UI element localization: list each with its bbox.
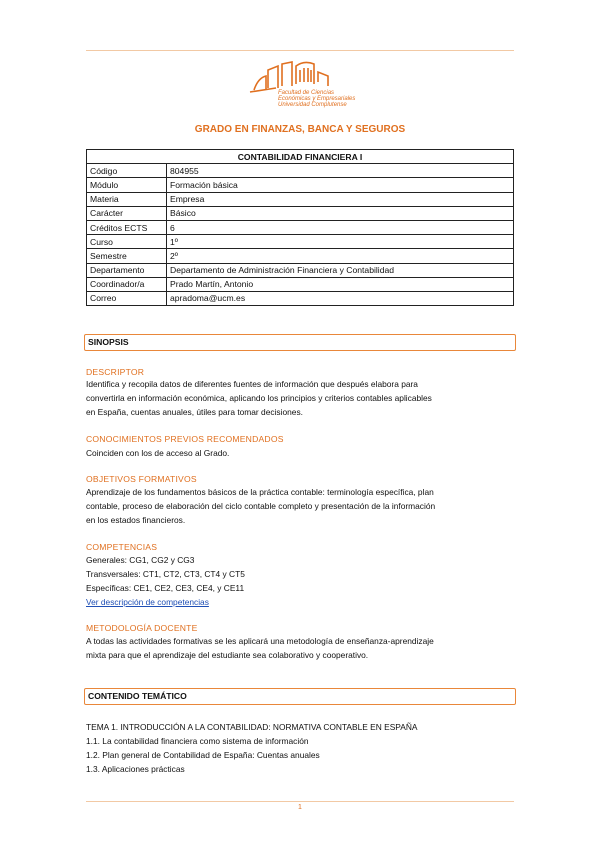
competencias-line: Generales: CG1, CG2 y CG3 — [86, 555, 195, 565]
tema-item: 1.3. Aplicaciones prácticas — [86, 764, 185, 774]
row-value: Básico — [167, 206, 514, 220]
row-value: 1º — [167, 235, 514, 249]
metodologia-heading: METODOLOGÍA DOCENTE — [86, 623, 198, 633]
descriptor-line: en España, cuentas anuales, útiles para tomar decisiones. — [86, 407, 303, 417]
section-contenido: CONTENIDO TEMÁTICO — [84, 688, 516, 705]
table-heading-row — [87, 150, 514, 164]
table-row — [87, 291, 514, 305]
tema-title: TEMA 1. INTRODUCCIÓN A LA CONTABILIDAD: NORMATIVA CONTABLE EN ESPAÑA — [86, 722, 418, 732]
table-row — [87, 263, 514, 277]
table-row — [87, 178, 514, 192]
table-row — [87, 220, 514, 234]
footer-rule — [86, 801, 514, 802]
competencias-heading: COMPETENCIAS — [86, 542, 158, 552]
row-value: 804955 — [167, 164, 514, 178]
row-value: apradoma@ucm.es — [167, 291, 514, 305]
header-rule — [86, 50, 514, 51]
row-label: Módulo — [87, 178, 167, 192]
row-label: Carácter — [87, 206, 167, 220]
row-value: 2º — [167, 249, 514, 263]
tema-item: 1.1. La contabilidad financiera como sistema de información — [86, 736, 309, 746]
descriptor-heading: DESCRIPTOR — [86, 367, 145, 377]
objetivos-text — [86, 485, 514, 527]
logo-text-line-3: Universidad Complutense — [278, 102, 347, 108]
descriptor-line: Identifica y recopila datos de diferentes fuentes de información que después elabora para — [86, 379, 418, 389]
tema-item: 1.2. Plan general de Contabilidad de España: Cuentas anuales — [86, 750, 320, 760]
objetivos-heading: OBJETIVOS FORMATIVOS — [86, 474, 197, 484]
course-info-table — [86, 149, 514, 306]
conocimientos-heading: CONOCIMIENTOS PREVIOS RECOMENDADOS — [86, 434, 284, 444]
row-label: Departamento — [87, 263, 167, 277]
competencias-line: Transversales: CT1, CT2, CT3, CT4 y CT5 — [86, 569, 245, 579]
table-row — [87, 249, 514, 263]
row-label: Correo — [87, 291, 167, 305]
descriptor-text — [86, 377, 514, 419]
objetivos-line: contable, proceso de elaboración del ciclo contable completo y presentación de la información — [86, 501, 436, 511]
objetivos-line: en los estados financieros. — [86, 515, 186, 525]
table-row — [87, 192, 514, 206]
descriptor-line: convertirla en información económica, aplicando los principios y criterios contables aplicables — [86, 393, 432, 403]
competencias-text — [86, 553, 514, 609]
objetivos-line: Aprendizaje de los fundamentos básicos de la práctica contable: terminología específica, plan — [86, 487, 434, 497]
row-value: Formación básica — [167, 178, 514, 192]
row-label: Semestre — [87, 249, 167, 263]
table-row — [87, 235, 514, 249]
section-sinopsis: SINOPSIS — [84, 334, 516, 351]
row-label: Materia — [87, 192, 167, 206]
row-label: Coordinador/a — [87, 277, 167, 291]
row-value: Departamento de Administración Financiera y Contabilidad — [167, 263, 514, 277]
logo-text-line-1: Facultad de Ciencias — [278, 90, 335, 96]
row-label: Créditos ECTS — [87, 220, 167, 234]
row-value: Prado Martín, Antonio — [167, 277, 514, 291]
table-row — [87, 164, 514, 178]
logo-caption — [278, 90, 355, 108]
logo-text-line-2: Económicas y Empresariales — [278, 96, 356, 102]
contenido-text — [86, 720, 514, 776]
degree-title: GRADO EN FINANZAS, BANCA Y SEGUROS — [194, 124, 406, 135]
conocimientos-line: Coinciden con los de acceso al Grado. — [86, 448, 230, 458]
metodologia-line: mixta para que el aprendizaje del estudiante sea colaborativo y cooperativo. — [86, 650, 369, 660]
metodologia-line: A todas las actividades formativas se les aplicará una metodología de enseñanza-aprendizaje — [86, 636, 434, 646]
competencias-link[interactable]: Ver descripción de competencias — [86, 597, 209, 607]
table-row — [87, 277, 514, 291]
competencias-line: Específicas: CE1, CE2, CE3, CE4, y CE11 — [86, 583, 245, 593]
row-value: 6 — [167, 220, 514, 234]
metodologia-text — [86, 634, 514, 662]
row-value: Empresa — [167, 192, 514, 206]
course-name: CONTABILIDAD FINANCIERA I — [87, 150, 514, 164]
row-label: Código — [87, 164, 167, 178]
conocimientos-text — [86, 446, 514, 460]
table-row — [87, 206, 514, 220]
row-label: Curso — [87, 235, 167, 249]
page-number: 1 — [298, 804, 302, 811]
